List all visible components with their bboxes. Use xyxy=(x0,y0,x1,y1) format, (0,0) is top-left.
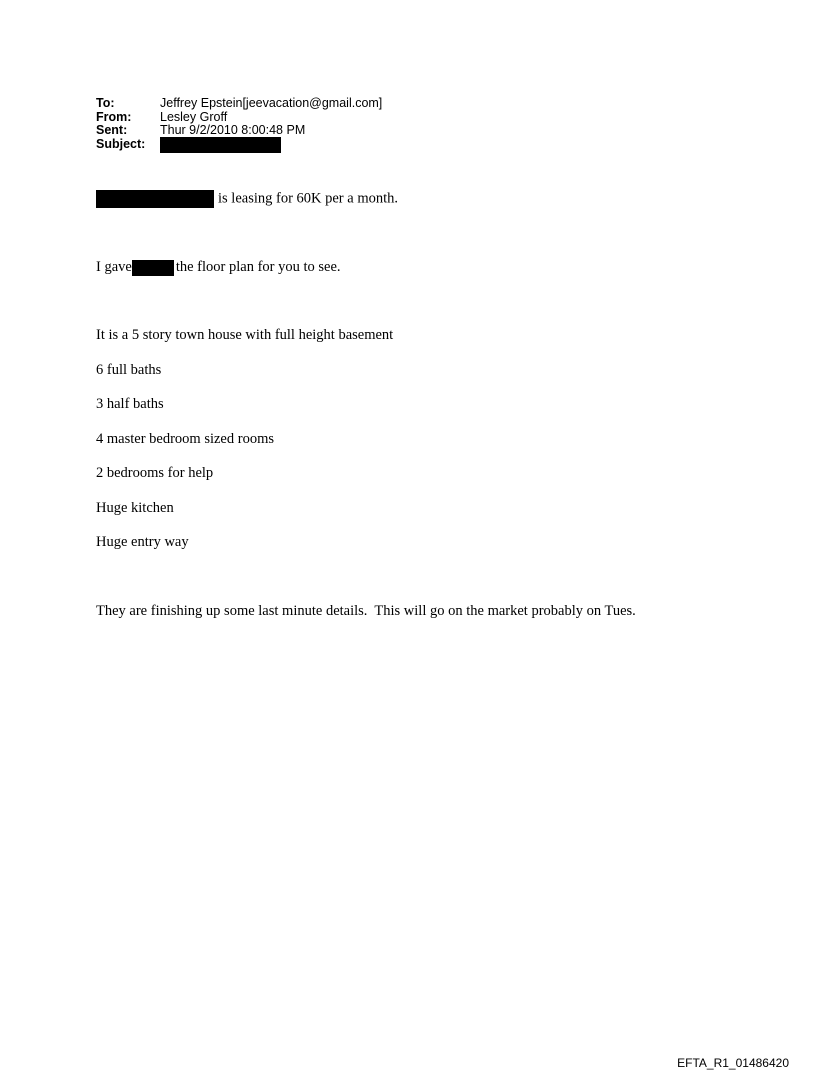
gave-text: I gave xyxy=(96,259,132,275)
from-label: From: xyxy=(96,109,132,124)
closing-line: They are finishing up some last minute details. This will go on the market probably on Tues. xyxy=(96,603,636,619)
to-label: To: xyxy=(96,96,115,110)
to-row xyxy=(96,97,382,111)
body-line-floor-plan xyxy=(96,259,341,276)
detail-line: 4 master bedroom sized rooms xyxy=(96,431,274,447)
to-value: Jeffrey Epstein[jeevacation@gmail.com] xyxy=(160,96,383,110)
sent-value: Thur 9/2/2010 8:00:48 PM xyxy=(160,123,306,137)
from-value: Lesley Groff xyxy=(160,109,228,124)
detail-line: 6 full baths xyxy=(96,362,162,378)
detail-line: Huge kitchen xyxy=(96,500,174,516)
floor-plan-text: the floor plan for you to see. xyxy=(175,259,341,275)
body-line-leasing xyxy=(96,190,398,208)
redaction-block xyxy=(96,190,214,208)
detail-line: 2 bedrooms for help xyxy=(96,465,214,481)
subject-row xyxy=(96,138,382,152)
subject-redaction xyxy=(160,137,281,153)
from-row xyxy=(96,111,382,125)
email-header xyxy=(96,97,382,151)
detail-line: 3 half baths xyxy=(96,396,164,412)
sent-row xyxy=(96,124,382,138)
sent-label: Sent: xyxy=(96,123,128,137)
detail-line: Huge entry way xyxy=(96,534,189,550)
document-id: EFTA_R1_01486420 xyxy=(677,1056,789,1070)
redaction-block xyxy=(132,260,174,276)
detail-line: It is a 5 story town house with full height basement xyxy=(96,327,394,343)
leasing-text: is leasing for 60K per a month. xyxy=(218,190,399,207)
subject-label: Subject: xyxy=(96,136,146,151)
